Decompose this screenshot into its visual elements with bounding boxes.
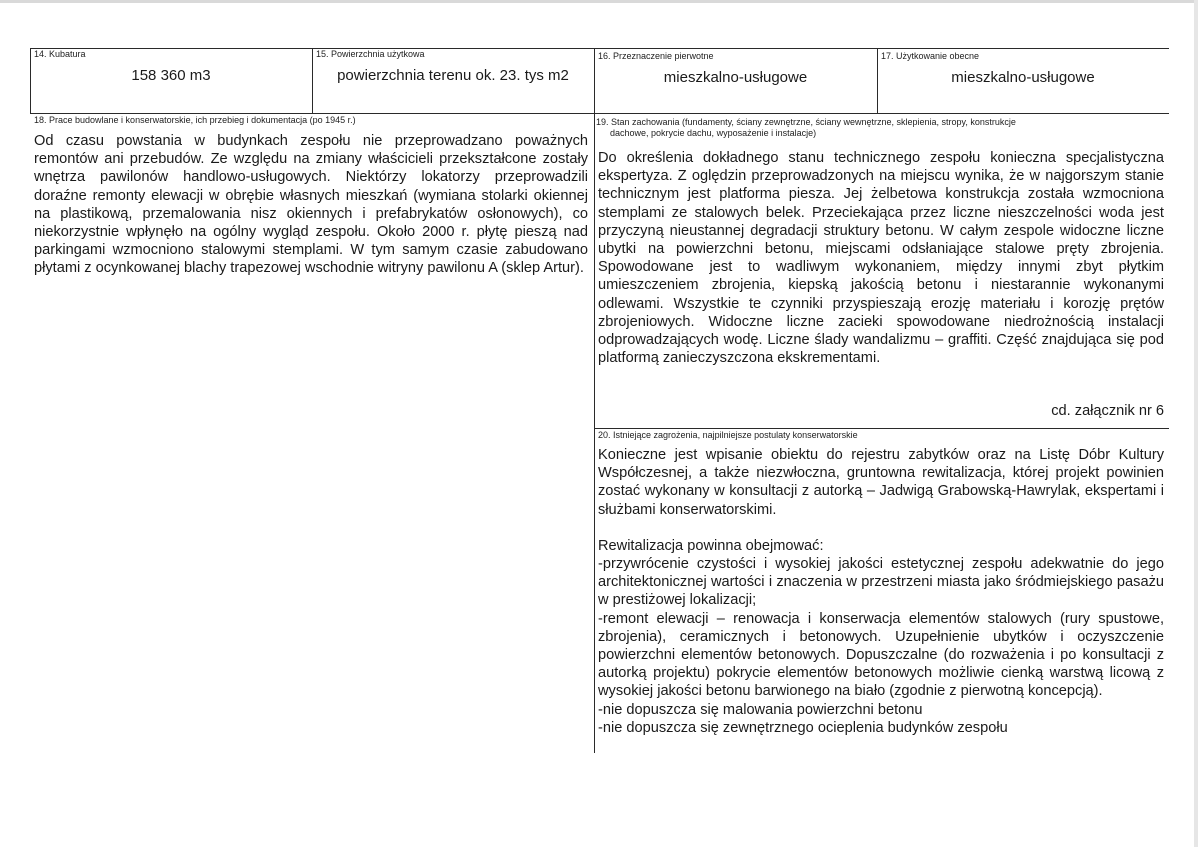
section18-text: Od czasu powstania w budynkach zespołu nie przeprowadzano poważnych remontów ani przebudów. Ze względu na zmiany właścicieli przekształcone zostały wnętrza pawilonów handlowo-usługowych. Niektórzy lokatorzy przeprowadzili doraźne remonty elewacji w obrębie własnych mieszkań (wymiana stolarki okiennej na plastikową, przemalowania nisz okiennych i prefabrykatów osłonowych), co niekorzystnie wpłynęło na ogólny wygląd zespołu. Około 2000 r. płytę pieszą nad parkingami wzmocniono stalowymi stemplami. W tym samym czasie zabudowano płytami z ocynkowanej blachy trapezowej wschodnie witryny pawilonu A (sklep Artur). (34, 133, 588, 277)
column-divider (594, 113, 595, 753)
field14-value: 158 360 m3 (131, 67, 211, 84)
field16-value: mieszkalno-usługowe (663, 69, 808, 86)
field15-label: 15. Powierzchnia użytkowa (316, 49, 425, 59)
field17-value: mieszkalno-usługowe (951, 69, 1095, 86)
section18-label: 18. Prace budowlane i konserwatorskie, ich przebieg i dokumentacja (po 1945 r.) (34, 115, 356, 125)
paragraph-gap (598, 519, 1164, 537)
field16-label: 16. Przeznaczenie pierwotne (598, 51, 714, 61)
revitalization-item: -nie dopuszcza się malowania powierzchni betonu (598, 701, 923, 718)
revitalization-item: -przywrócenie czystości i wysokiej jakości estetycznej zespołu adekwatnie do jego architektonicznej wartości i znaczenia w przestrzeni miasta jako śródmiejskiego pasażu w prestiżowej lokalizacji; (598, 556, 1164, 609)
field17-label: 17. Użytkowanie obecne (881, 51, 980, 61)
scan-right-edge (1194, 0, 1198, 847)
attachment-note: cd. załącznik nr 6 (1051, 403, 1164, 419)
section20-paragraph: Konieczne jest wpisanie obiektu do rejestru zabytków oraz na Listę Dóbr Kultury Współczesnej, a także niezwłoczna, gruntowna rewitalizacja, której projekt powinien zostać wykonany w konsultacji z autorką – Jadwigą Grabowską-Hawrylak, ekspertami i służbami konserwatorskimi. (598, 447, 1164, 518)
section19-label-line1: 19. Stan zachowania (fundamenty, ściany zewnętrzne, ściany wewnętrzne, sklepienia, stropy, konstrukcje (596, 117, 1016, 127)
top-border (30, 48, 1169, 49)
row-divider (30, 113, 1169, 114)
section20-label: 20. Istniejące zagrożenia, najpilniejsze postulaty konserwatorskie (598, 430, 858, 440)
section19-label-line2: dachowe, pokrycie dachu, wyposażenie i instalacje) (610, 128, 817, 138)
revitalization-item: -nie dopuszcza się zewnętrznego ocieplenia budynków zespołu (598, 719, 1008, 736)
section19-bottom-border (594, 428, 1169, 429)
revitalization-item: -remont elewacji – renowacja i konserwacja elementów stalowych (rury spustowe, zbrojenia), ceramicznych i betonowych. Uzupełnienie ubytków i oczyszczenie powierzchni elementów betonowych. Dopuszczalne (do rozważenia i po konsultacji z autorką projektu) pokrycie elementów betonowych możliwie cienką warstwą licową z wysokiej jakości betonu barwionego na biało (zgodnie z pierwotną koncepcją). (598, 610, 1164, 700)
section19-text: Do określenia dokładnego stanu technicznego zespołu konieczna specjalistyczna ekspertyza. Z oględzin przeprowadzonych na miejscu wynika, że w najgorszym stanie technicznym jest platforma piesza. Jej żelbetowa konstrukcja została wzmocniona stemplami ze stalowych belek. Przeciekająca przez liczne nieszczelności woda jest przyczyną nieustannej degradacji struktury betonu. W całym zespole widoczne liczne ubytki na powierzchni betonu, miejscami odsłaniające stalowe pręty zbrojenia. Spowodowane jest to wadliwym wykonaniem, między innymi zbyt płytkim umieszczeniem zbrojenia, kiepską jakością betonu i niestarannie wykonanymi odlewami. Wszystkie te czynniki przyspieszają erozję materiału i korozję prętów zbrojeniowych. Widoczne liczne zacieki spowodowane niedrożnością instalacji odprowadzających wodę. Liczne ślady wandalizmu – graffiti. Część znajdująca się pod platformą zanieczyszczona ekskrementami. (598, 150, 1164, 367)
field14-label: 14. Kubatura (34, 49, 86, 59)
revitalization-intro: Rewitalizacja powinna obejmować: (598, 537, 824, 554)
field15-value: powierzchnia terenu ok. 23. tys m2 (337, 67, 569, 84)
scan-top-edge (0, 0, 1198, 3)
section20-body (598, 446, 1164, 737)
